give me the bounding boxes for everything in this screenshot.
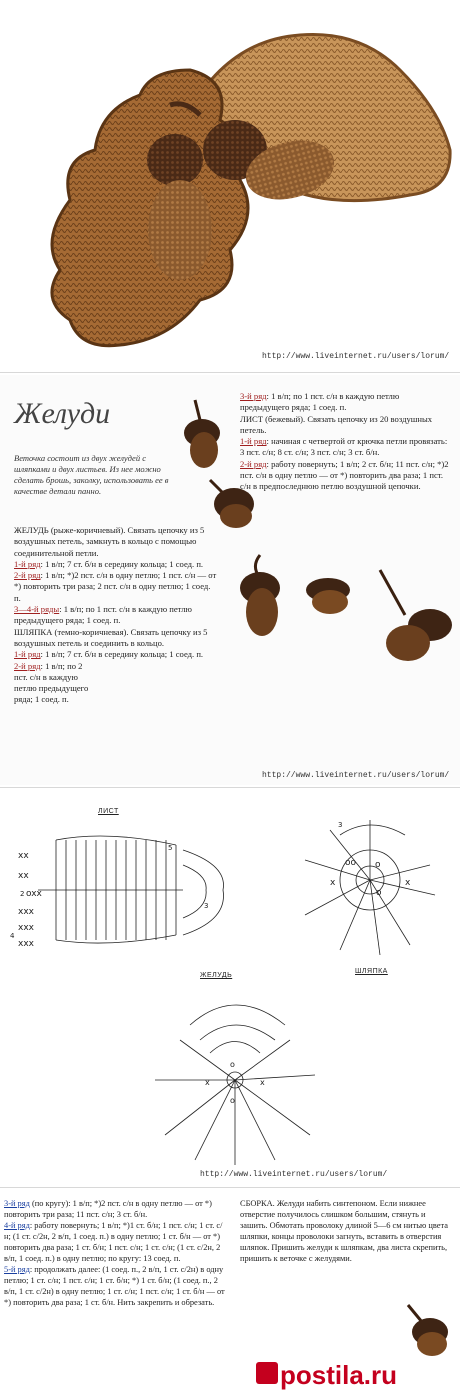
- watermark-url[interactable]: http://www.liveinternet.ru/users/lorum/: [262, 352, 450, 361]
- text-line: 1-й ряд: 1 в/п; 7 ст. б/н в середину кольца; 1 соед. п.: [14, 649, 204, 660]
- postila-logo[interactable]: postila.ru: [280, 1360, 398, 1390]
- text-line: ЛИСТ (бежевый). Связать цепочку из 20 воздушных петель.: [240, 413, 433, 435]
- watermark-url[interactable]: http://www.liveinternet.ru/users/lorum/: [262, 771, 450, 780]
- photo-panel: [0, 0, 460, 370]
- acorn-crochet-chart: [135, 985, 335, 1170]
- leaf-diagram-label: ЛИСТ: [98, 808, 119, 815]
- row-label: 1-й ряд: [14, 649, 41, 660]
- acorn-illustration-4: [298, 570, 368, 625]
- svg-text:3: 3: [204, 902, 209, 910]
- acorn-illustration-3: [232, 550, 302, 645]
- svg-text:4: 4: [10, 932, 15, 940]
- text-line: 2-й ряд: работу повернуть; 1 в/п; 2 ст. б/н; 11 пст. с/н; *)2 пст. с/н в одну петлю — от *) повторить два раза; 1 пст. с/н в предпоследнюю петлю воздушной цепочки.: [240, 458, 449, 492]
- svg-text:xx: xx: [18, 871, 29, 881]
- left-column-text: [4, 1198, 226, 1308]
- row-label: 2-й ряд: [240, 458, 267, 469]
- svg-text:2: 2: [20, 890, 25, 898]
- leaf-crochet-chart: [8, 820, 238, 950]
- row-label: 1-й ряд: [240, 436, 267, 447]
- right-column-text: [240, 391, 450, 493]
- text-line: ЖЕЛУДЬ (рыже-коричневый). Связать цепочку из 5 воздушных петель, замкнуть в кольцо с помощью соединительной петли.: [14, 525, 205, 558]
- svg-text:xxx: xxx: [18, 939, 34, 949]
- assembly-text: СБОРКА. Желуди набить синтепоном. Если нижнее отверстие получилось слишком большим, стянуть и зашить. Обмотать проволоку длиной 5—6 см нитью цвета шляпки, концы проволоки загнуть, вставить в отверстия шляпок. Пришить желуди к шляпкам, два листа скрепить, пришить к веточке с желудями.: [240, 1199, 448, 1263]
- cap-crochet-chart: [290, 805, 450, 965]
- svg-text:xx: xx: [18, 851, 29, 861]
- text-line: 5-й ряд: продолжать далее: (1 соед. п., 2 в/п, 1 ст. с/2н) в одну петлю; 1 ст. с/н; 1 пст. с/н; 1 ст. б/н; *) 1 ст. б/н; (1 соед. п., 2 в/п, 1 ст. с/2н) в одну петлю; 1 ст. с/н; 1 пст. с/н; 1 ст. б/н — от *) повторить два раза; 1 ст. б/н. Нить закрепить и обрезать.: [4, 1265, 225, 1307]
- crochet-leaves-photo: [0, 0, 460, 370]
- text-line: 3—4-й ряды: 1 в/п; по 1 пст. с/н в каждую петлю предыдущего ряда; 1 соед. п.: [14, 604, 192, 626]
- acorn-illustration-1: [170, 395, 240, 475]
- svg-text:x: x: [330, 878, 336, 888]
- row-label: 4-й ряд: [4, 1221, 30, 1230]
- page-title: Желуди: [14, 397, 111, 430]
- svg-text:x: x: [205, 1078, 210, 1087]
- row-label: 3—4-й ряды: [14, 604, 60, 615]
- svg-text:o: o: [375, 860, 381, 870]
- text-line: 2-й ряд: 1 в/п; по 2 пст. с/н в каждую петлю предыдущего ряда; 1 соед. п.: [14, 660, 89, 705]
- svg-text:oxx: oxx: [26, 889, 42, 899]
- acorn-diagram-label: ЖЕЛУДЬ: [200, 972, 233, 979]
- svg-text:o: o: [230, 1060, 235, 1069]
- row-label: 3-й ряд: [240, 391, 267, 401]
- cap-diagram-label: ШЛЯПКА: [355, 968, 388, 975]
- svg-text:xxx: xxx: [18, 907, 34, 917]
- text-line: 2-й ряд: 1 в/п; *)2 пст. с/н в одну петлю; 1 пст. с/н — от *) повторить три раза; 2 пст. с/н в одну петлю; 1 соед. п.: [14, 570, 217, 603]
- svg-text:o: o: [376, 888, 382, 898]
- acorn-illustration-6: [400, 1300, 455, 1360]
- acorn-illustration-5: [370, 565, 460, 675]
- svg-text:x: x: [405, 878, 411, 888]
- divider: [0, 1187, 460, 1188]
- text-line: 4-й ряд: работу повернуть; 1 в/п; *)1 ст. б/н; 1 пст. с/н; 1 ст. с/н; (1 ст. с/2н, 2 в/п, 1 соед. п.) в одну петлю; 1 ст. б/н — от *) повторить два раза; 1 ст. б/н; 1 пст. с/н; 1 ст. с/н; (1 ст. с/2н, 2 в/п, 1 соед. п.) в одну петлю; по кругу: 13 соед. п.: [4, 1221, 223, 1263]
- text-line: 3-й ряд (по кругу): 1 в/п; *)2 пст. с/н в одну петлю — от *) повторить три раза; 11 пст. с/н; 3 ст. б/н.: [4, 1199, 212, 1219]
- watermark-url[interactable]: http://www.liveinternet.ru/users/lorum/: [200, 1170, 388, 1179]
- svg-text:x: x: [260, 1078, 265, 1087]
- row-label: 2-й ряд: [14, 570, 41, 581]
- row-label: 2-й ряд: [14, 660, 41, 671]
- intro-text: Веточка состоит из двух желудей с шляпками и двух листьев. Из нее можно сделать брошь, заколку, использовать ее в качестве детали панно.: [14, 453, 169, 496]
- continued-instructions-panel: [0, 1190, 460, 1400]
- divider: [0, 787, 460, 788]
- divider: [0, 372, 460, 373]
- svg-text:o: o: [230, 1096, 235, 1105]
- text-line: 1-й ряд: начиная с четвертой от крючка петли провязать: 3 пст. с/н; 8 ст. с/н; 3 пст. с/н; 3 ст. б/н.: [240, 436, 448, 458]
- diagrams-panel: [0, 790, 460, 1185]
- left-column-text: [14, 525, 219, 706]
- svg-text:xxx: xxx: [18, 923, 34, 933]
- svg-text:3: 3: [338, 821, 343, 829]
- row-label: 3-й ряд: [4, 1199, 30, 1208]
- svg-text:5: 5: [168, 844, 173, 852]
- instructions-panel: [0, 375, 460, 785]
- text-line: 3-й ряд: 1 в/п; по 1 пст. с/н в каждую петлю предыдущего ряда; 1 соед. п.: [240, 391, 400, 413]
- row-label: 1-й ряд: [14, 558, 41, 569]
- postila-logo-icon: [256, 1362, 278, 1384]
- row-label: 5-й ряд: [4, 1265, 30, 1274]
- svg-text:oo: oo: [345, 858, 357, 868]
- text-line: ШЛЯПКА (темно-коричневая). Связать цепочку из 5 воздушных петель и соединить в кольцо.: [14, 626, 208, 648]
- text-line: 1-й ряд: 1 в/п; 7 ст. б/н в середину кольца; 1 соед. п.: [14, 558, 204, 569]
